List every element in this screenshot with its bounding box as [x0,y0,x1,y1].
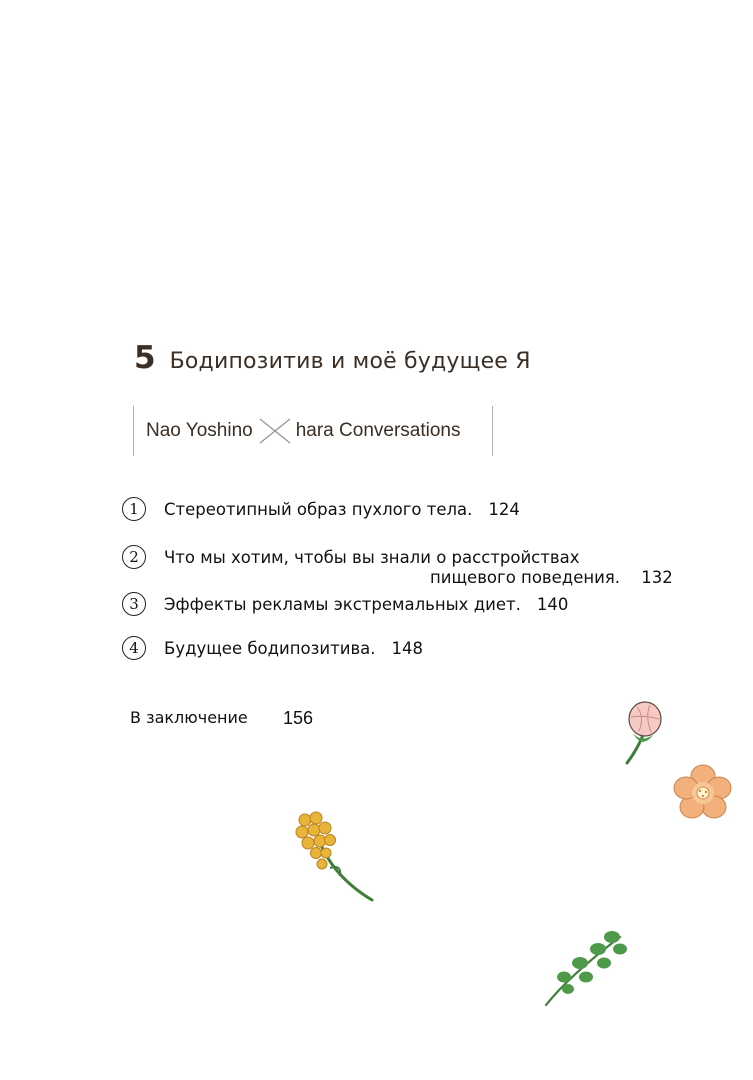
toc-number: 2 [122,545,146,569]
chapter-heading [134,340,531,376]
toc-item[interactable] [122,636,423,660]
toc-page-number: 148 [391,638,424,658]
toc-page-number: 140 [536,594,569,614]
toc-page-number: 132 [641,568,673,587]
toc-title-line2: пищевого поведения. [430,568,621,587]
toc-item[interactable] [122,497,520,521]
toc-number: 1 [122,497,146,521]
conversation-left-name: Nao Yoshino [146,420,253,441]
toc-item[interactable] [122,545,579,569]
conclusion-label[interactable]: В заключение [130,708,248,727]
toc-number: 3 [122,592,146,616]
conclusion-page-number: 156 [283,708,314,728]
toc-page-number: 124 [488,499,520,519]
toc-title: Эффекты рекламы экстремальных диет. [164,594,521,614]
toc-title-continuation [430,568,673,587]
toc-title: Будущее бодипозитива. [164,638,376,658]
chapter-number: 5 [134,340,156,376]
mimosa-sprig-icon [290,808,380,908]
pink-flower-bud-icon [615,695,675,770]
conversation-right-name: hara Conversations [295,420,461,441]
toc-number: 4 [122,636,146,660]
orange-flower-icon [672,762,734,824]
cross-icon [257,417,293,445]
toc-item[interactable] [122,592,568,616]
eucalyptus-sprig-icon [540,925,630,1010]
toc-title: Стереотипный образ пухлого тела. [164,499,473,519]
toc-title: Что мы хотим, чтобы вы знали о расстройствах [164,547,580,567]
chapter-title: Бодипозитив и моё будущее Я [169,349,531,374]
conversation-banner [133,406,493,456]
